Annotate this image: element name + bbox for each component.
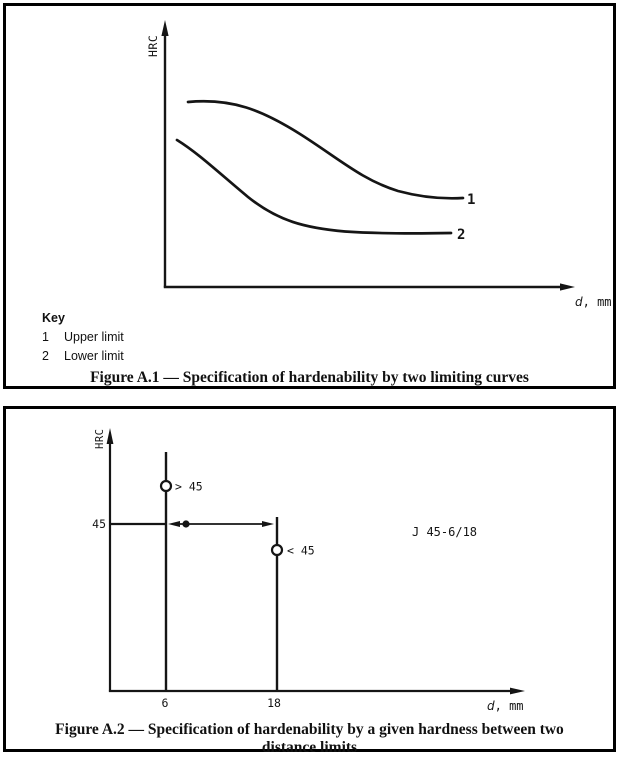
a1-y-axis-arrow-icon <box>161 20 168 36</box>
a2-tick-6: 6 <box>161 696 169 710</box>
a2-range-dot-icon <box>182 520 189 527</box>
a2-x-axis-label-d: d <box>487 699 495 713</box>
figure-a1-panel <box>3 3 616 389</box>
a1-y-axis-label: HRC <box>146 34 160 57</box>
a2-upper-point-marker <box>161 481 171 491</box>
a2-x-axis-arrow-icon <box>510 688 525 695</box>
a1-x-axis-arrow-icon <box>560 283 575 290</box>
a1-x-axis-label <box>575 295 612 309</box>
a1-x-axis-label-unit: , mm <box>582 295 612 309</box>
a2-x-axis-label-unit: , mm <box>494 699 524 713</box>
key-item-label: Lower limit <box>64 349 124 363</box>
figure-a1-caption: Figure A.1 — Specification of hardenability by two limiting curves <box>90 369 529 386</box>
a2-designation-label: J 45-6/18 <box>412 525 478 539</box>
a1-x-axis-label-d: d <box>575 295 583 309</box>
key-item-upper-limit <box>42 328 124 347</box>
key-title: Key <box>42 311 65 325</box>
key-item-lower-limit <box>42 347 124 366</box>
a2-y-axis-label: HRC <box>94 428 106 449</box>
key-item-number: 2 <box>42 349 49 363</box>
figure-a2-panel <box>3 406 616 756</box>
a2-lower-point-marker <box>272 545 282 555</box>
key-item-label: Upper limit <box>64 330 124 344</box>
a2-tick-18: 18 <box>267 696 281 710</box>
figure-a2-caption <box>6 721 613 756</box>
a2-range-arrow-right-icon <box>262 521 274 527</box>
a2-hardness-value-label: 45 <box>92 517 106 531</box>
figure-a2-caption-line1: Figure A.2 — Specification of hardenability by a given hardness between two <box>55 721 564 738</box>
a1-curve1-label: 1 <box>467 192 476 208</box>
a2-upper-point-label: > 45 <box>175 479 203 494</box>
a2-range-arrow-left-icon <box>168 521 180 527</box>
figure-a2-diagram <box>6 409 613 749</box>
figure-a2-caption-line2: distance limits <box>261 738 358 756</box>
key-item-number: 1 <box>42 330 49 344</box>
a2-lower-point-label: < 45 <box>287 543 315 558</box>
a2-x-axis-label <box>487 699 524 713</box>
a1-upper-limit-curve <box>188 101 463 198</box>
a1-lower-limit-curve <box>177 140 451 233</box>
a2-y-axis-arrow-icon <box>107 428 114 444</box>
figure-a1-key <box>42 309 124 366</box>
a1-curve2-label: 2 <box>457 227 466 243</box>
